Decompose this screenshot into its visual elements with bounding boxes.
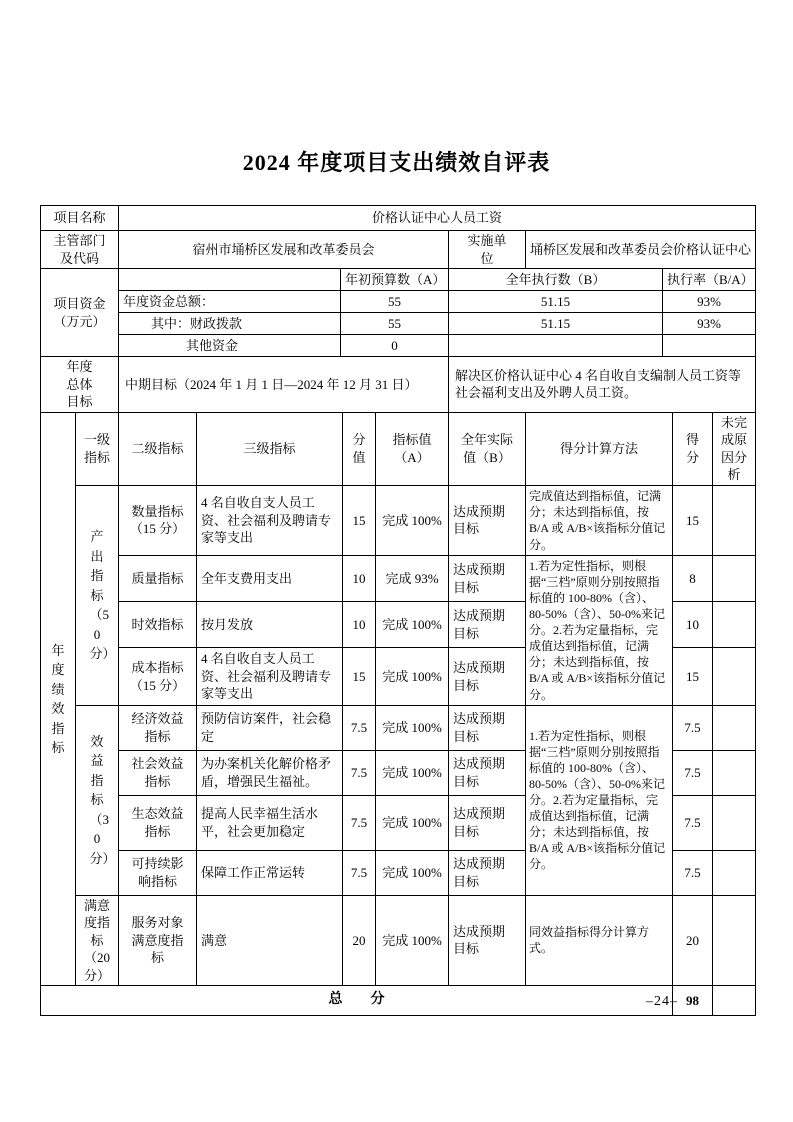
cell-actual-text: 达成预期目标 <box>453 756 506 789</box>
cell-target: 完成 100% <box>376 705 449 750</box>
dept-label-text: 主管部门及代码 <box>53 233 106 266</box>
cell-l3: 保障工作正常运转 <box>197 850 343 895</box>
funds-row-exec: 51.15 <box>449 313 663 335</box>
funds-row-exec: 51.15 <box>449 291 663 313</box>
col-header-actual-text: 全年实际值（B） <box>460 432 513 465</box>
cell-score: 10 <box>343 555 376 601</box>
funds-row-name: 其中：财政拨款 <box>119 313 341 335</box>
funds-row-rate <box>663 335 756 357</box>
cell-actual-text: 达成预期目标 <box>453 806 506 839</box>
cell-l3: 按月发放 <box>197 602 343 648</box>
cell-reason <box>713 602 756 648</box>
cell-l3: 4 名自收自支人员工资、社会福利及聘请专家等支出 <box>197 648 343 705</box>
funds-row-budget: 55 <box>341 291 449 313</box>
funds-row-rate: 93% <box>663 313 756 335</box>
dept-value: 宿州市埇桥区发展和改革委员会 <box>119 231 449 269</box>
cell-target: 完成 100% <box>376 750 449 795</box>
cell-actual <box>449 485 526 555</box>
cell-l2-text: 经济效益指标 <box>131 711 184 744</box>
annual-goal-label <box>41 357 119 413</box>
cell-actual <box>449 705 526 750</box>
cell-points: 7.5 <box>673 750 713 795</box>
col-header-reason: 未完成原因分析 <box>713 412 756 485</box>
indicator-row <box>41 555 756 601</box>
cell-score: 15 <box>343 648 376 705</box>
cell-score: 7.5 <box>343 850 376 895</box>
cell-reason <box>713 648 756 705</box>
cell-points: 10 <box>673 602 713 648</box>
impl-unit-label <box>449 231 526 269</box>
col-header-l3: 三级指标 <box>197 412 343 485</box>
funds-row <box>41 313 756 335</box>
cell-reason <box>713 485 756 555</box>
cell-points: 7.5 <box>673 795 713 850</box>
cell-l3: 4 名自收自支人员工资、社会福利及聘请专家等支出 <box>197 485 343 555</box>
cell-method: 1.若为定性指标，则根据“三档”原则分别按照指标值的 100-80%（含）、80-50%（含）、50-0%来记分。2.若为定量指标，完成值达到指标值，记满分；未达到指标值，按 B/A 或 A/B×该指标分值记分。 <box>526 555 673 705</box>
cell-l1-group <box>76 895 119 986</box>
cell-l1-group-text: 产出指标（50分） <box>89 529 116 662</box>
funds-row <box>41 291 756 313</box>
cell-actual <box>449 850 526 895</box>
impl-unit-label-text: 实施单位 <box>467 233 507 266</box>
funds-row-rate: 93% <box>663 291 756 313</box>
cell-l2 <box>119 648 197 705</box>
cell-target: 完成 93% <box>376 555 449 601</box>
cell-target: 完成 100% <box>376 602 449 648</box>
cell-l2 <box>119 895 197 986</box>
perf-side-label <box>41 412 76 986</box>
funds-row <box>41 335 756 357</box>
page-number: –24– <box>646 994 678 1009</box>
funds-row-budget: 0 <box>341 335 449 357</box>
cell-l2-text: 质量指标 <box>131 570 184 586</box>
cell-reason <box>713 795 756 850</box>
cell-l2-text: 服务对象满意度指标 <box>131 915 184 966</box>
cell-l2 <box>119 750 197 795</box>
document-title: 2024 年度项目支出绩效自评表 <box>242 150 551 175</box>
funds-col-budget: 年初预算数（A） <box>341 269 449 291</box>
cell-l1-group-text: 满意度指标（20分） <box>83 897 110 983</box>
cell-method: 完成值达到指标值，记满分；未达到指标值，按 B/A 或 A/B×该指标分值记分。 <box>526 485 673 555</box>
cell-l3: 为办案机关化解价格矛盾，增强民生福祉。 <box>197 750 343 795</box>
total-reason <box>713 986 756 1016</box>
cell-actual-text: 达成预期目标 <box>453 856 506 889</box>
cell-l1-group <box>76 485 119 705</box>
mid-term-goal: 中期目标（2024 年 1 月 1 日—2024 年 12 月 31 日） <box>119 357 449 413</box>
cell-reason <box>713 750 756 795</box>
cell-score: 7.5 <box>343 795 376 850</box>
funds-row-name: 年度资金总额： <box>119 291 341 313</box>
cell-actual-text: 达成预期目标 <box>453 711 506 744</box>
cell-actual-text: 达成预期目标 <box>453 923 506 957</box>
indicator-row <box>41 895 756 986</box>
annual-goal-content: 解决区价格认证中心 4 名自收自支编制人员工资等社会福利支出及外聘人员工资。 <box>449 357 756 413</box>
cell-actual <box>449 795 526 850</box>
col-header-score <box>343 412 376 485</box>
funds-row-exec <box>449 335 663 357</box>
funds-col-rate: 执行率（B/A） <box>663 269 756 291</box>
cell-points: 15 <box>673 648 713 705</box>
cell-l1-group <box>76 705 119 895</box>
cell-actual-text: 达成预期目标 <box>453 608 506 641</box>
cell-target: 完成 100% <box>376 850 449 895</box>
cell-points: 7.5 <box>673 850 713 895</box>
cell-l3: 预防信访案件，社会稳定 <box>197 705 343 750</box>
cell-l2 <box>119 485 197 555</box>
cell-l2-text: 时效指标 <box>131 617 184 633</box>
cell-l2-text: 社会效益指标 <box>131 756 184 789</box>
cell-l2 <box>119 705 197 750</box>
cell-target: 完成 100% <box>376 895 449 986</box>
cell-score: 7.5 <box>343 750 376 795</box>
col-header-points <box>673 412 713 485</box>
funds-row-name: 其他资金 <box>119 335 341 357</box>
total-points: 98 <box>673 986 713 1016</box>
cell-method: 同效益指标得分计算方式。 <box>526 895 673 986</box>
cell-reason <box>713 850 756 895</box>
annual-goal-label-text: 年度总体目标 <box>66 359 93 410</box>
funds-row-budget: 55 <box>341 313 449 335</box>
indicator-row <box>41 705 756 750</box>
funds-header-spacer <box>119 269 341 291</box>
cell-l3: 提高人民幸福生活水平，社会更加稳定 <box>197 795 343 850</box>
cell-actual <box>449 602 526 648</box>
cell-actual-text: 达成预期目标 <box>453 562 506 595</box>
cell-l2-text: 数量指标（15 分） <box>129 503 186 537</box>
cell-reason <box>713 555 756 601</box>
cell-l2 <box>119 850 197 895</box>
cell-l3: 全年支费用支出 <box>197 555 343 601</box>
funds-col-exec: 全年执行数（B） <box>449 269 663 291</box>
col-header-score-text: 分值 <box>352 432 366 465</box>
cell-l2-text: 可持续影响指标 <box>131 856 184 889</box>
cell-points: 7.5 <box>673 705 713 750</box>
cell-actual <box>449 895 526 986</box>
cell-score: 10 <box>343 602 376 648</box>
cell-l2 <box>119 555 197 601</box>
col-header-points-text: 得分 <box>685 432 699 465</box>
cell-l2-text: 成本指标（15 分） <box>129 659 186 693</box>
cell-l2 <box>119 602 197 648</box>
perf-side-label-text: 年度绩效指标 <box>51 642 65 756</box>
indicators-table <box>40 412 756 1017</box>
dept-label <box>41 231 119 269</box>
cell-target: 完成 100% <box>376 795 449 850</box>
indicators-header-row <box>41 412 756 485</box>
cell-actual <box>449 648 526 705</box>
cell-score: 7.5 <box>343 705 376 750</box>
cell-l2 <box>119 795 197 850</box>
col-header-target-text: 指标值（A） <box>392 432 432 465</box>
cell-l2-text: 生态效益指标 <box>131 806 184 839</box>
cell-target: 完成 100% <box>376 648 449 705</box>
cell-points: 15 <box>673 485 713 555</box>
cell-actual-text: 达成预期目标 <box>453 659 506 693</box>
col-header-l2: 二级指标 <box>119 412 197 485</box>
col-header-method: 得分计算方法 <box>526 412 673 485</box>
cell-l3: 满意 <box>197 895 343 986</box>
col-header-l1: 一级指标 <box>76 412 119 485</box>
cell-target: 完成 100% <box>376 485 449 555</box>
cell-actual <box>449 750 526 795</box>
project-name-value: 价格认证中心人员工资 <box>119 206 756 231</box>
cell-points: 20 <box>673 895 713 986</box>
cell-reason <box>713 895 756 986</box>
col-header-target <box>376 412 449 485</box>
cell-reason <box>713 705 756 750</box>
funds-label <box>41 269 119 357</box>
cell-score: 15 <box>343 485 376 555</box>
cell-score: 20 <box>343 895 376 986</box>
cell-actual <box>449 555 526 601</box>
col-header-actual <box>449 412 526 485</box>
form-tables <box>40 205 755 1016</box>
cell-actual-text: 达成预期目标 <box>453 503 506 537</box>
project-info-table <box>40 205 756 413</box>
total-label: 总 分 <box>41 986 673 1016</box>
cell-l1-group-text: 效益指标（30分） <box>89 733 116 866</box>
indicator-row <box>41 485 756 555</box>
project-name-label: 项目名称 <box>41 206 119 231</box>
cell-points: 8 <box>673 555 713 601</box>
impl-unit-value: 埇桥区发展和改革委员会价格认证中心 <box>526 231 756 269</box>
funds-label-text: 项目资金（万元） <box>53 296 106 329</box>
cell-method: 1.若为定性指标，则根据“三档”原则分别按照指标值的 100-80%（含）、80-50%（含）、50-0%来记分。2.若为定量指标，完成值达到指标值，记满分；未达到指标值，按 B/A 或 A/B×该指标分值记分。 <box>526 705 673 895</box>
